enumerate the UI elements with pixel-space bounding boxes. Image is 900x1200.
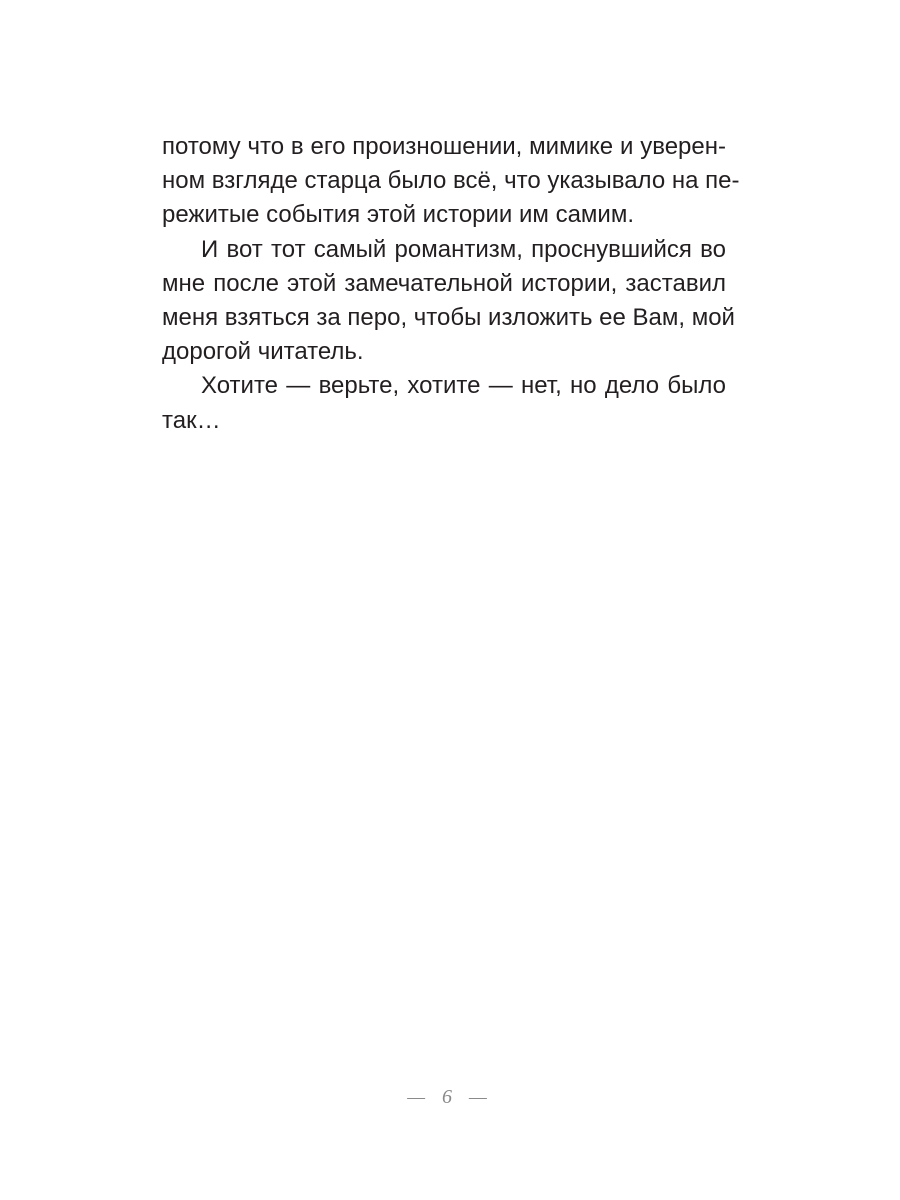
paragraph-2 bbox=[162, 233, 735, 370]
text-line: режитые события этой истории им самим. bbox=[162, 201, 634, 229]
body-text bbox=[162, 130, 740, 438]
paragraph-1 bbox=[162, 130, 740, 233]
text-line: мне после этой замечательной истории, заставил bbox=[162, 269, 726, 297]
text-line: меня взяться за перо, чтобы изложить ее Вам, мой bbox=[162, 303, 735, 331]
text-line: дорогой читатель. bbox=[162, 338, 364, 366]
text-line: Хотите — верьте, хотите — нет, но дело было bbox=[201, 372, 726, 400]
text-line: потому что в его произношении, мимике и уверен- bbox=[162, 133, 726, 160]
text-line: И вот тот самый романтизм, проснувшийся во bbox=[201, 235, 726, 263]
text-line: ном взгляде старца было всё, что указывало на пе- bbox=[162, 167, 740, 195]
text-line: так… bbox=[162, 406, 221, 434]
paragraph-3 bbox=[162, 369, 726, 437]
page-number: — 6 — bbox=[407, 1086, 493, 1108]
